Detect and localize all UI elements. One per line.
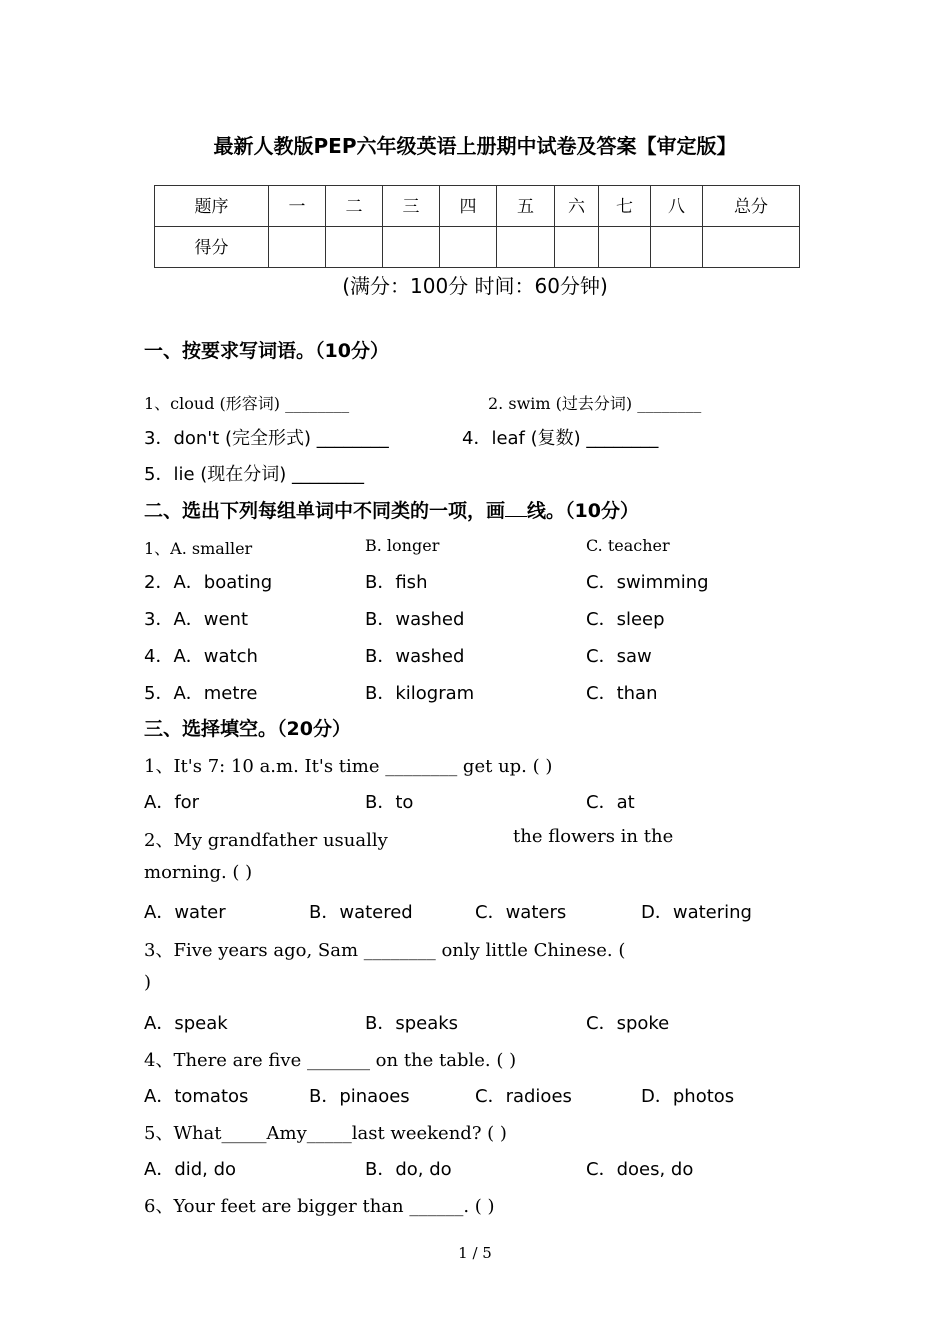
option-b: B．to <box>365 792 414 813</box>
question-item: 1、cloud (形容词) ________ <box>144 394 350 413</box>
question-4: 4、There are five _______ on the table. ( ) <box>144 1050 517 1071</box>
table-cell: 一 <box>269 186 326 227</box>
option-c: C．does, do <box>586 1159 694 1180</box>
option-a: A．water <box>144 902 226 923</box>
page-title: 最新人教版PEP六年级英语上册期中试卷及答案【审定版】 <box>213 134 737 158</box>
question-1: 1、It's 7: 10 a.m. It's time ________ get up. ( ) <box>144 756 553 777</box>
option-a: A．tomatos <box>144 1086 249 1107</box>
score-table <box>154 185 800 268</box>
table-cell: 二 <box>326 186 383 227</box>
score-cell <box>497 227 555 268</box>
question-item: 5．lie (现在分词) ________ <box>144 464 365 485</box>
question-item: 3．don't (完全形式) ________ <box>144 428 389 449</box>
option-b: B．watered <box>309 902 413 923</box>
underline-blank <box>505 500 527 517</box>
option-d: D．watering <box>641 902 752 923</box>
score-table-header-row <box>155 186 800 227</box>
score-table-score-row <box>155 227 800 268</box>
option-b: B．speaks <box>365 1013 459 1034</box>
table-cell: 得分 <box>155 227 269 268</box>
question-item: 2. swim (过去分词) ________ <box>488 394 702 413</box>
option-b: B．washed <box>365 609 465 630</box>
question-3-line2: ) <box>144 972 152 993</box>
table-cell: 五 <box>497 186 555 227</box>
question-6: 6、Your feet are bigger than ______. ( ) <box>144 1196 495 1217</box>
option-c: C．radioes <box>475 1086 572 1107</box>
option-a: 4．A．watch <box>144 646 258 667</box>
section1-heading: 一、按要求写词语。（10分） <box>144 340 389 362</box>
option-c: C．swimming <box>586 572 709 593</box>
option-b: B. longer <box>365 536 440 555</box>
section3-heading: 三、选择填空。（20分） <box>144 718 351 740</box>
score-cell <box>555 227 599 268</box>
option-b: B．kilogram <box>365 683 475 704</box>
option-a: A．for <box>144 792 200 813</box>
option-d: D．photos <box>641 1086 735 1107</box>
table-cell: 八 <box>651 186 703 227</box>
question-2-line2: morning. ( ) <box>144 862 253 883</box>
question-5: 5、What_____Amy_____last weekend? ( ) <box>144 1123 507 1144</box>
option-c: C．waters <box>475 902 567 923</box>
option-c: C．saw <box>586 646 652 667</box>
option-a: A．did, do <box>144 1159 237 1180</box>
option-c: C．at <box>586 792 635 813</box>
option-b: B．washed <box>365 646 465 667</box>
score-cell <box>703 227 800 268</box>
option-a: 1、A. smaller <box>144 539 253 558</box>
score-cell <box>651 227 703 268</box>
option-c: C. teacher <box>586 536 670 555</box>
option-a: 2．A．boating <box>144 572 273 593</box>
table-cell: 六 <box>555 186 599 227</box>
table-cell: 七 <box>599 186 651 227</box>
option-c: C．spoke <box>586 1013 670 1034</box>
option-a: A．speak <box>144 1013 228 1034</box>
section2-heading <box>144 496 639 523</box>
question-item: 4．leaf (复数) ________ <box>462 428 659 449</box>
table-cell: 题序 <box>155 186 269 227</box>
score-cell <box>440 227 497 268</box>
option-a: 3．A．went <box>144 609 249 630</box>
option-b: B．do, do <box>365 1159 452 1180</box>
table-cell: 三 <box>383 186 440 227</box>
option-b: B．pinaoes <box>309 1086 410 1107</box>
score-cell <box>383 227 440 268</box>
question-3-line1: 3、Five years ago, Sam ________ only little Chinese. ( <box>144 940 626 961</box>
section2-heading-part2: 线。（10分） <box>527 500 639 522</box>
table-cell: 总分 <box>703 186 800 227</box>
score-cell <box>326 227 383 268</box>
score-cell <box>269 227 326 268</box>
option-c: C．than <box>586 683 658 704</box>
section2-heading-part1: 二、选出下列每组单词中不同类的一项，画 <box>144 500 506 522</box>
page-number: 1 / 5 <box>458 1244 492 1262</box>
question-2-line1b: the flowers in the <box>513 826 674 847</box>
option-c: C．sleep <box>586 609 665 630</box>
option-a: 5．A．metre <box>144 683 258 704</box>
table-cell: 四 <box>440 186 497 227</box>
score-cell <box>599 227 651 268</box>
option-b: B．fish <box>365 572 428 593</box>
exam-meta: (满分：100分 时间：60分钟) <box>342 274 608 298</box>
question-2-line1a: 2、My grandfather usually <box>144 830 388 851</box>
